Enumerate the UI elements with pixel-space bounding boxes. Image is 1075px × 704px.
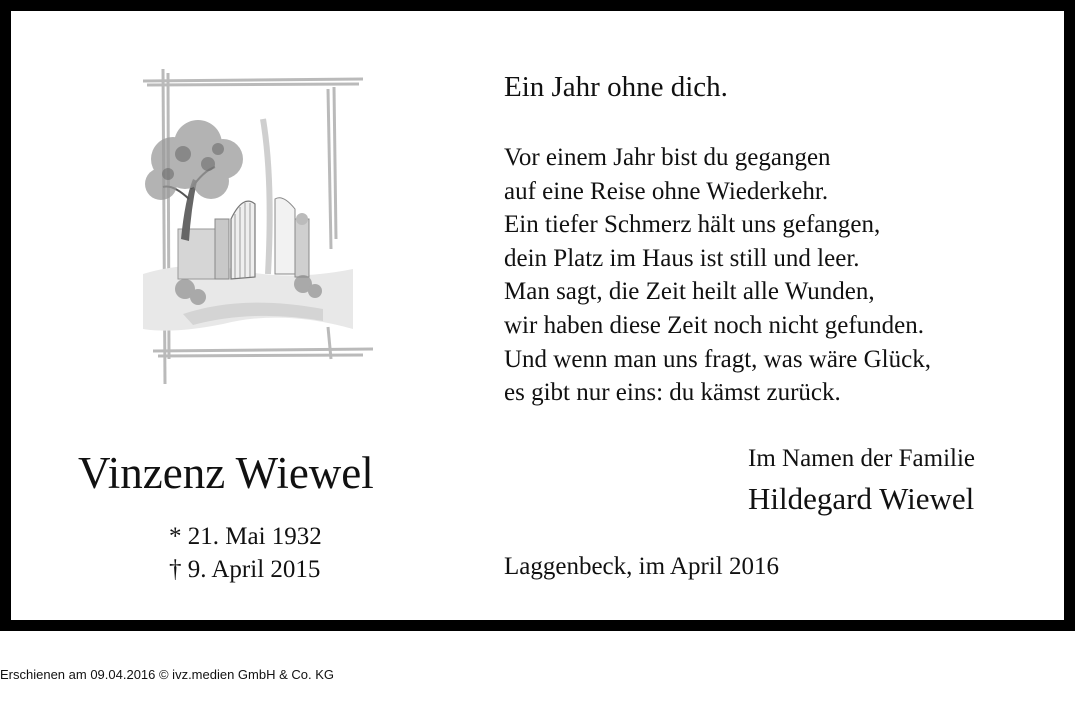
place-date: Laggenbeck, im April 2016 (504, 553, 779, 580)
deceased-name: Vinzenz Wiewel (78, 448, 374, 498)
notice-heading: Ein Jahr ohne dich. (504, 71, 728, 103)
poem-line: Und wenn man uns fragt, was wäre Glück, (504, 345, 931, 373)
poem (504, 141, 931, 410)
family-label: Im Namen der Familie (748, 445, 976, 472)
birth-date: * 21. Mai 1932 (169, 523, 322, 550)
poem-line: Man sagt, die Zeit heilt alle Wunden, (504, 278, 875, 306)
death-date: † 9. April 2015 (169, 556, 321, 583)
poem-line: es gibt nur eins: du kämst zurück. (504, 379, 841, 407)
poem-line: auf eine Reise ohne Wiederkehr. (504, 177, 829, 205)
garden-gate-sketch-image (123, 59, 385, 399)
life-dates (169, 520, 322, 586)
poem-line: Vor einem Jahr bist du gegangen (504, 144, 831, 171)
poem-line: dein Platz im Haus ist still und leer. (504, 244, 860, 272)
poem-line: wir haben diese Zeit noch nicht gefunden. (504, 311, 924, 339)
family-name: Hildegard Wiewel (748, 481, 975, 516)
publication-footer: Erschienen am 09.04.2016 © ivz.medien GmbH & Co. KG (0, 667, 335, 682)
poem-line: Ein tiefer Schmerz hält uns gefangen, (504, 211, 881, 239)
